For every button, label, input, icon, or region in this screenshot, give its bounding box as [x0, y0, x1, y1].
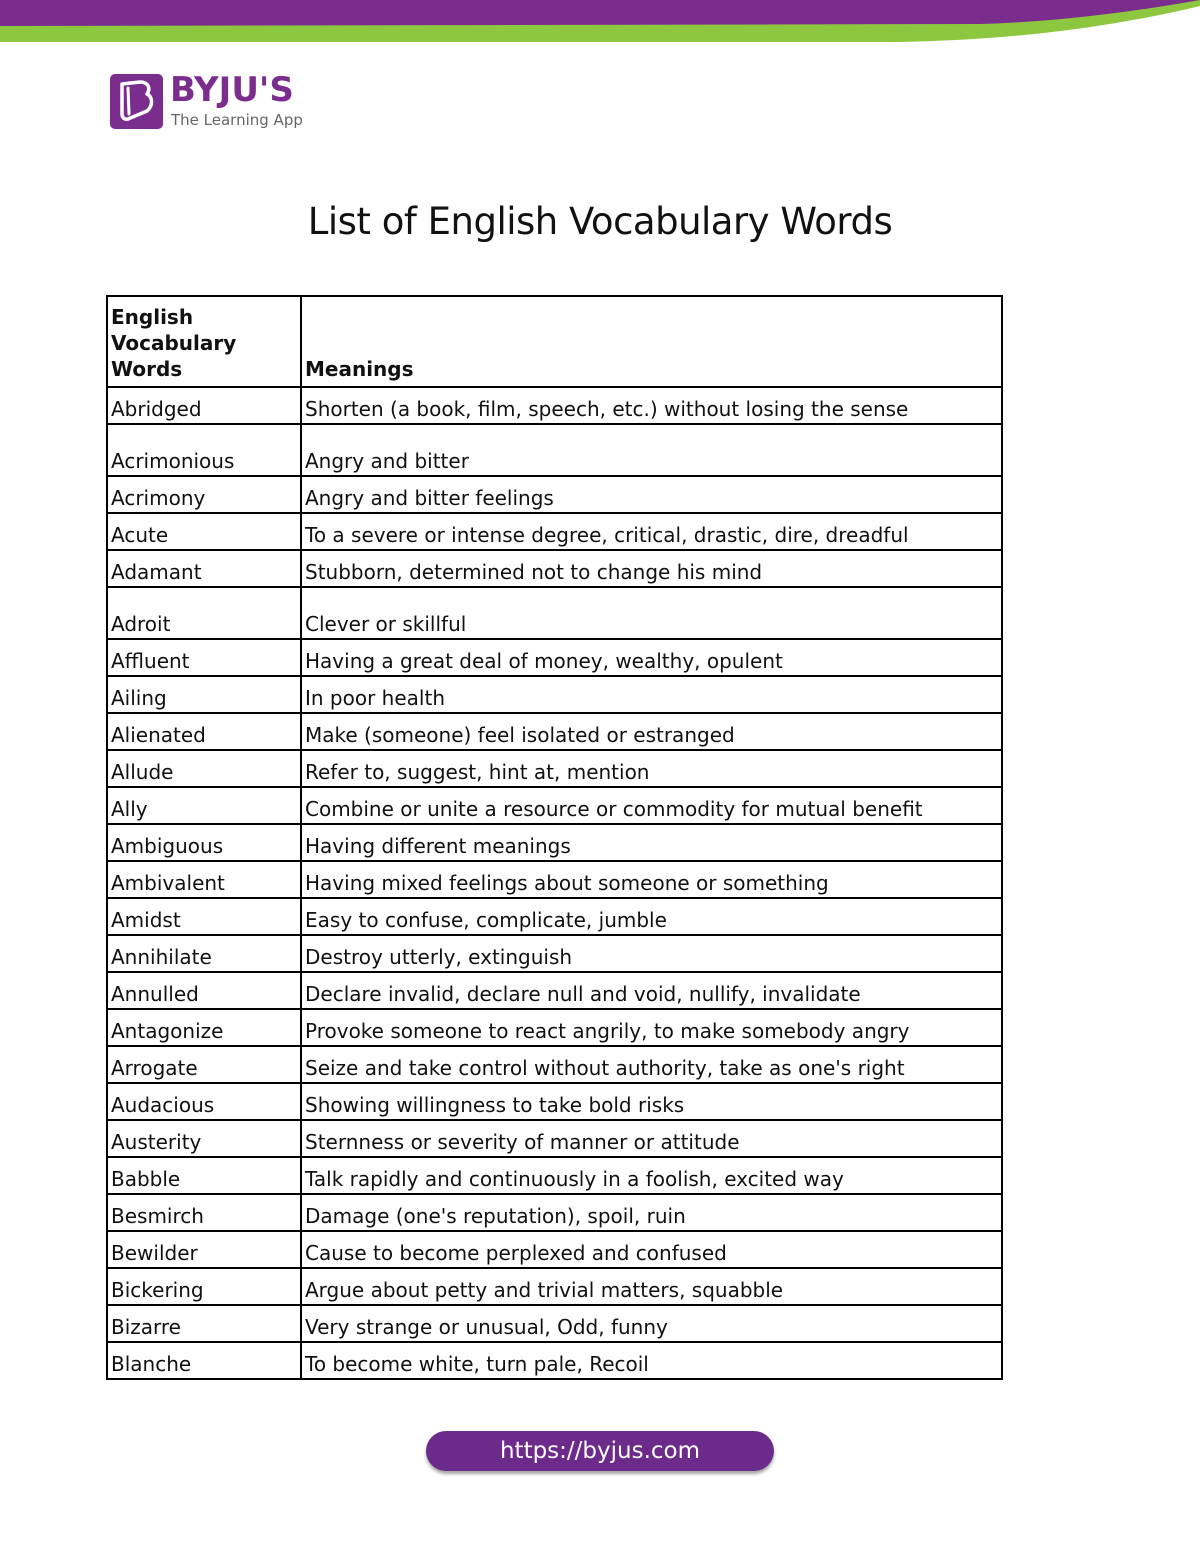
word-cell: Amidst — [107, 898, 301, 935]
meaning-cell: Showing willingness to take bold risks — [301, 1083, 1002, 1120]
word-cell: Ailing — [107, 676, 301, 713]
word-cell: Audacious — [107, 1083, 301, 1120]
table-row — [107, 1231, 1002, 1268]
word-cell: Alienated — [107, 713, 301, 750]
table-row — [107, 550, 1002, 587]
header-words: English Vocabulary Words — [107, 296, 301, 387]
table-row — [107, 1120, 1002, 1157]
table-row — [107, 824, 1002, 861]
meaning-cell: Declare invalid, declare null and void, nullify, invalidate — [301, 972, 1002, 1009]
table-row — [107, 1009, 1002, 1046]
table-row — [107, 1194, 1002, 1231]
meaning-cell: Seize and take control without authority, take as one's right — [301, 1046, 1002, 1083]
table-row — [107, 713, 1002, 750]
meaning-cell: Cause to become perplexed and confused — [301, 1231, 1002, 1268]
meaning-cell: Make (someone) feel isolated or estranged — [301, 713, 1002, 750]
logo-b-icon — [110, 74, 163, 129]
footer-url[interactable]: https://byjus.com — [426, 1431, 774, 1471]
meaning-cell: In poor health — [301, 676, 1002, 713]
table-body — [107, 387, 1002, 1379]
word-cell: Abridged — [107, 387, 301, 424]
word-cell: Babble — [107, 1157, 301, 1194]
meaning-cell: Having a great deal of money, wealthy, opulent — [301, 639, 1002, 676]
word-cell: Ambivalent — [107, 861, 301, 898]
meaning-cell: Having different meanings — [301, 824, 1002, 861]
table-row — [107, 935, 1002, 972]
word-cell: Allude — [107, 750, 301, 787]
word-cell: Ambiguous — [107, 824, 301, 861]
meaning-cell: Very strange or unusual, Odd, funny — [301, 1305, 1002, 1342]
table-row — [107, 972, 1002, 1009]
meaning-cell: Angry and bitter — [301, 424, 1002, 476]
word-cell: Affluent — [107, 639, 301, 676]
meaning-cell: To become white, turn pale, Recoil — [301, 1342, 1002, 1379]
word-cell: Adroit — [107, 587, 301, 639]
meaning-cell: Argue about petty and trivial matters, squabble — [301, 1268, 1002, 1305]
meaning-cell: Clever or skillful — [301, 587, 1002, 639]
word-cell: Arrogate — [107, 1046, 301, 1083]
meaning-cell: Destroy utterly, extinguish — [301, 935, 1002, 972]
table-row — [107, 476, 1002, 513]
meaning-cell: Angry and bitter feelings — [301, 476, 1002, 513]
word-cell: Antagonize — [107, 1009, 301, 1046]
word-cell: Acrimony — [107, 476, 301, 513]
meaning-cell: Stubborn, determined not to change his mind — [301, 550, 1002, 587]
word-cell: Besmirch — [107, 1194, 301, 1231]
table-row — [107, 861, 1002, 898]
word-cell: Annulled — [107, 972, 301, 1009]
brand-name: BYJU'S — [170, 70, 294, 110]
word-cell: Austerity — [107, 1120, 301, 1157]
meaning-cell: To a severe or intense degree, critical, drastic, dire, dreadful — [301, 513, 1002, 550]
table-header-row — [107, 296, 1002, 387]
word-cell: Blanche — [107, 1342, 301, 1379]
table-row — [107, 750, 1002, 787]
meaning-cell: Damage (one's reputation), spoil, ruin — [301, 1194, 1002, 1231]
table-row — [107, 1157, 1002, 1194]
word-cell: Acrimonious — [107, 424, 301, 476]
brand-tagline: The Learning App — [171, 111, 303, 129]
table-row — [107, 639, 1002, 676]
meaning-cell: Having mixed feelings about someone or something — [301, 861, 1002, 898]
meaning-cell: Provoke someone to react angrily, to make somebody angry — [301, 1009, 1002, 1046]
word-cell: Annihilate — [107, 935, 301, 972]
table-row — [107, 898, 1002, 935]
word-cell: Adamant — [107, 550, 301, 587]
meaning-cell: Combine or unite a resource or commodity for mutual benefit — [301, 787, 1002, 824]
word-cell: Bewilder — [107, 1231, 301, 1268]
word-cell: Bickering — [107, 1268, 301, 1305]
table-row — [107, 587, 1002, 639]
meaning-cell: Easy to confuse, complicate, jumble — [301, 898, 1002, 935]
header-meanings: Meanings — [301, 296, 1002, 387]
word-cell: Acute — [107, 513, 301, 550]
table-row — [107, 1342, 1002, 1379]
meaning-cell: Refer to, suggest, hint at, mention — [301, 750, 1002, 787]
table-row — [107, 1305, 1002, 1342]
top-decorative-band — [0, 0, 1200, 46]
page-title: List of English Vocabulary Words — [307, 200, 893, 243]
vocabulary-table — [106, 295, 1003, 1380]
meaning-cell: Sternness or severity of manner or attitude — [301, 1120, 1002, 1157]
word-cell: Ally — [107, 787, 301, 824]
meaning-cell: Shorten (a book, film, speech, etc.) without losing the sense — [301, 387, 1002, 424]
table-row — [107, 787, 1002, 824]
table-row — [107, 1046, 1002, 1083]
table-row — [107, 387, 1002, 424]
word-cell: Bizarre — [107, 1305, 301, 1342]
table-row — [107, 513, 1002, 550]
table-row — [107, 1268, 1002, 1305]
table-row — [107, 424, 1002, 476]
table-row — [107, 1083, 1002, 1120]
table-row — [107, 676, 1002, 713]
meaning-cell: Talk rapidly and continuously in a foolish, excited way — [301, 1157, 1002, 1194]
byjus-logo — [110, 70, 320, 134]
